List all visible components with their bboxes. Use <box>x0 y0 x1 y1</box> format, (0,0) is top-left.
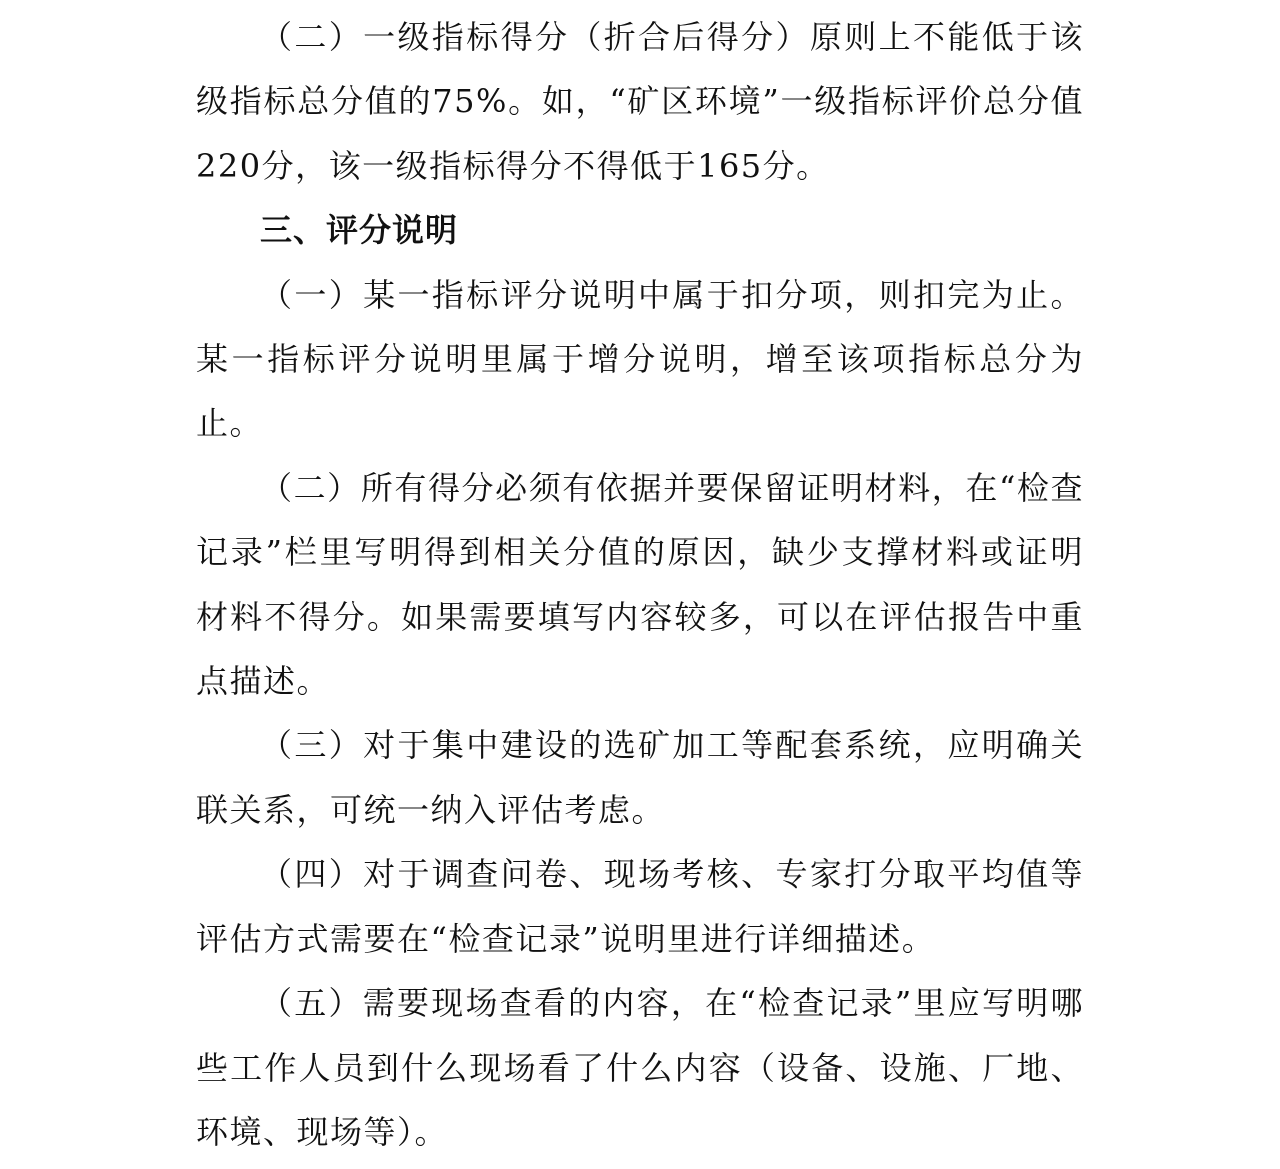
paragraph-scoring-note-4: （四）对于调查问卷、现场考核、专家打分取平均值等评估方式需要在“检查记录”说明里进行详细描述。 <box>196 855 1084 958</box>
section-heading-scoring-notes: 三、评分说明 <box>260 211 459 250</box>
paragraph-scoring-note-2: （二）所有得分必须有依据并要保留证明材料，在“检查记录”栏里写明得到相关分值的原因，缺少支撑材料或证明材料不得分。如果需要填写内容较多，可以在评估报告中重点描述。 <box>196 468 1084 701</box>
document-body <box>196 5 1084 1164</box>
paragraph-scoring-note-5: （五）需要现场查看的内容，在“检查记录”里应写明哪些工作人员到什么现场看了什么内容（设备、设施、厂地、环境、现场等）。 <box>196 984 1084 1151</box>
paragraph-scoring-note-3: （三）对于集中建设的选矿加工等配套系统，应明确关联关系，可统一纳入评估考虑。 <box>196 726 1084 829</box>
paragraph-scoring-note-1: （一）某一指标评分说明中属于扣分项，则扣完为止。某一指标评分说明里属于增分说明，增至该项指标总分为止。 <box>196 275 1084 443</box>
paragraph-indicator-score-threshold: （二）一级指标得分（折合后得分）原则上不能低于该级指标总分值的75%。如，“矿区环境”一级指标评价总分值220分，该一级指标得分不得低于165分。 <box>196 18 1084 185</box>
